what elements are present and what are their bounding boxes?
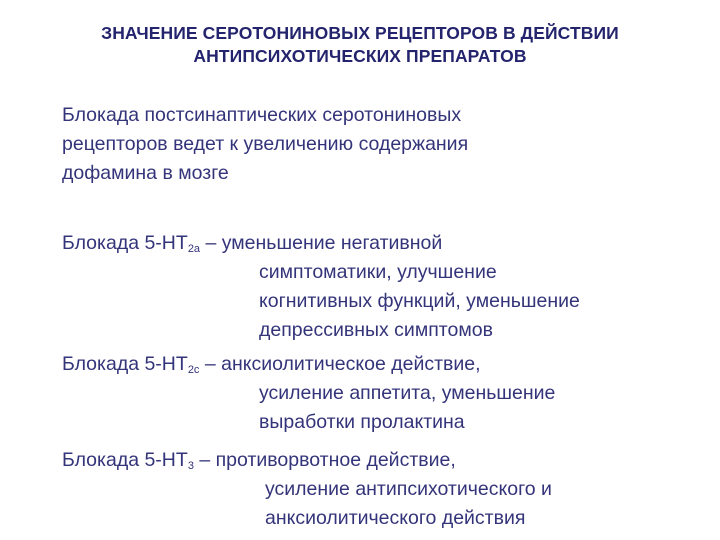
receptor-item-5ht2a <box>62 229 702 345</box>
item-first-text: – противорвотное действие, <box>193 449 456 471</box>
receptor-item-5ht2c <box>62 350 702 437</box>
item-first-line <box>62 446 702 475</box>
item-continuation-line: когнитивных функций, уменьшение <box>259 290 580 312</box>
item-subscript: 3 <box>187 460 194 472</box>
intro-line-2: рецепторов ведет к увеличению содержания <box>62 133 469 155</box>
slide-title <box>40 22 680 68</box>
item-first-line <box>62 229 702 258</box>
receptor-item-5ht3 <box>62 446 702 533</box>
item-subscript: 2с <box>187 364 200 376</box>
intro-line-1: Блокада постсинаптических серотониновых <box>62 104 462 126</box>
item-continuation-line: депрессивных симптомов <box>259 319 493 341</box>
item-first-text: – анксиолитическое действие, <box>199 353 481 375</box>
title-line-1: ЗНАЧЕНИЕ СЕРОТОНИНОВЫХ РЕЦЕПТОРОВ В ДЕЙСТВИИ <box>101 23 619 43</box>
item-prefix: Блокада 5-НТ <box>62 449 188 471</box>
item-first-text: – уменьшение негативной <box>200 232 443 254</box>
title-line-2: АНТИПСИХОТИЧЕСКИХ ПРЕПАРАТОВ <box>193 46 527 66</box>
item-continuation-line: усиление антипсихотического и <box>265 478 552 500</box>
item-continuation-line: усиление аппетита, уменьшение <box>259 382 556 404</box>
item-first-line <box>62 350 702 379</box>
intro-line-3: дофамина в мозге <box>62 162 229 184</box>
item-continuation-line: анксиолитического действия <box>265 507 526 529</box>
item-prefix: Блокада 5-НТ <box>62 353 188 375</box>
item-subscript: 2а <box>187 243 201 255</box>
item-continuation-line: симптоматики, улучшение <box>259 261 497 283</box>
item-prefix: Блокада 5-НТ <box>62 232 188 254</box>
item-continuation-line: выработки пролактина <box>259 411 465 433</box>
intro-paragraph <box>62 101 662 188</box>
